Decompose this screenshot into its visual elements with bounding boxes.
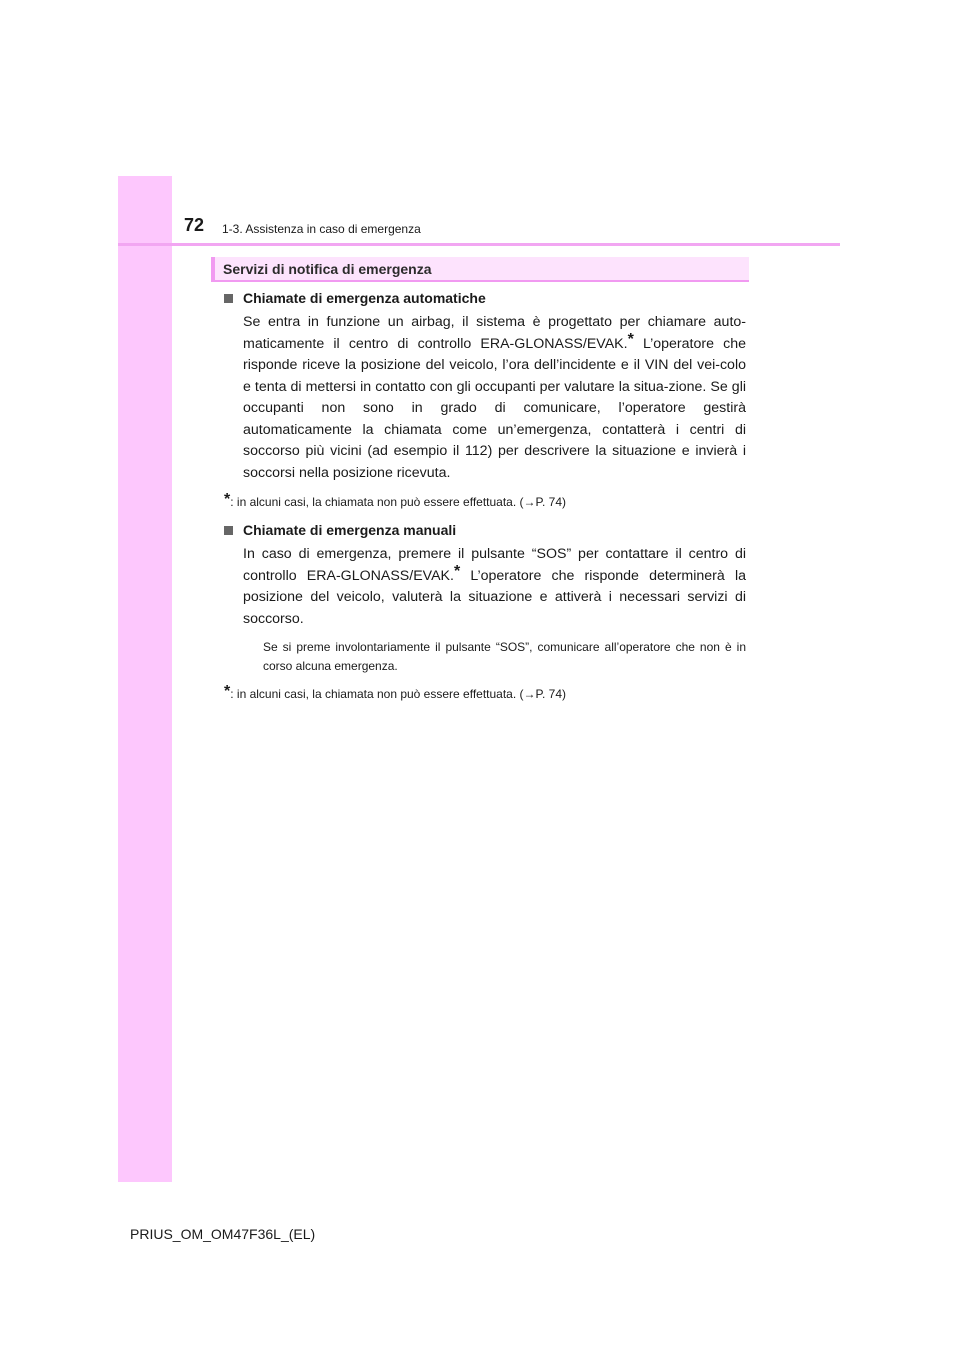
subheading-text: Chiamate di emergenza manuali	[243, 522, 457, 538]
paragraph-text: L’operatore che risponde determinerà la posizione del veicolo, valuterà la situazione e attiverà i necessari servizi di soccorso.	[243, 567, 746, 627]
page-reference-link[interactable]: P. 74)	[535, 495, 566, 509]
section-bar-accent	[211, 257, 215, 280]
subheading-text: Chiamate di emergenza automatiche	[243, 290, 486, 306]
section-title: Servizi di notifica di emergenza	[223, 261, 432, 277]
manual-calls-block	[224, 520, 746, 702]
running-header: 1-3. Assistenza in caso di emergenza	[222, 222, 421, 236]
footnote	[224, 684, 746, 702]
paragraph-text: Se entra in funzione un airbag, il sistema è progettato per chiamare auto-maticamente il centro di controllo ERA-GLONASS/EVAK.	[243, 314, 746, 352]
page-reference-link[interactable]: P. 74)	[535, 687, 566, 701]
document-code: PRIUS_OM_OM47F36L_(EL)	[130, 1226, 316, 1242]
section-title-bar	[211, 257, 749, 282]
footnote-marker: *	[453, 562, 461, 580]
footnote-star: *	[224, 491, 231, 508]
footnote-text: : in alcuni casi, la chiamata non può essere effettuata. (	[230, 687, 524, 701]
footnote-star: *	[224, 683, 231, 700]
side-tab-band	[118, 176, 172, 1182]
paragraph-text: In caso di emergenza, premere il pulsante “SOS” per contattare il centro di controllo ERA-GLONASS/EVAK.	[243, 546, 746, 584]
paragraph-text: L’operatore che risponde riceve la posizione del veicolo, l’ora dell’incidente e il VIN del vei-colo e tenta di mettersi in contatto con gli occupanti per valutare la situa-zione. Se gli occupanti non sono in grado di comunicare, l’operatore gestirà automaticamente la chiamata come un’emergenza, contatterà i centri di soccorso più vicini (ad esempio il 112) per descrivere la situazione e invierà i soccorsi nella posizione ricevuta.	[243, 335, 746, 481]
page-number: 72	[184, 215, 205, 235]
header-rule	[118, 243, 840, 246]
square-bullet-icon	[224, 526, 233, 535]
footnote-marker: *	[627, 330, 634, 348]
arrow-icon: →	[523, 495, 536, 509]
subheading-automatic-calls	[224, 288, 746, 308]
footnote	[224, 492, 746, 510]
automatic-calls-block	[224, 288, 746, 510]
main-content	[224, 288, 746, 702]
paragraph	[243, 544, 746, 630]
square-bullet-icon	[224, 294, 233, 303]
arrow-icon: →	[523, 687, 536, 701]
paragraph	[243, 312, 746, 484]
subheading-manual-calls	[224, 520, 746, 540]
footnote-text: : in alcuni casi, la chiamata non può essere effettuata. (	[230, 495, 524, 509]
note-text: Se si preme involontariamente il pulsante “SOS”, comunicare all’operatore che non è in corso alcuna emergenza.	[263, 640, 746, 673]
